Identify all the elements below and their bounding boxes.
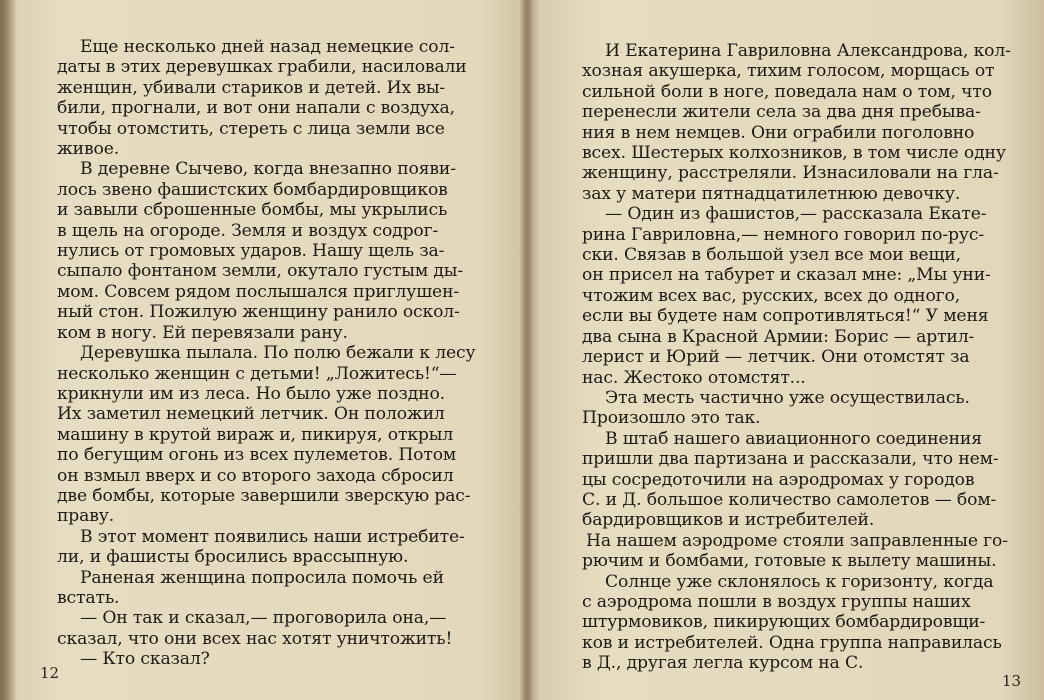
text-line: две бомбы, которые завершили зверскую рас- xyxy=(57,485,471,506)
text-line: он присел на табурет и сказал мне: „Мы уни- xyxy=(582,265,991,286)
left-paragraph-7 xyxy=(57,649,494,669)
text-line: лось звено фашистских бомбардировщиков xyxy=(57,179,448,200)
text-line: женщин, убивали стариков и детей. Их вы- xyxy=(57,77,446,98)
text-line: — Кто сказал? xyxy=(80,649,210,670)
text-line: сильной боли в ноге, поведала нам о том, что xyxy=(582,81,992,102)
text-line: нулись от громовых ударов. Нашу щель за- xyxy=(57,241,445,262)
text-line: лерист и Юрий — летчик. Они отомстят за xyxy=(582,347,970,368)
text-line: крикнули им из леса. Но было уже поздно. xyxy=(57,383,445,404)
text-line: сыпало фонтаном земли, окутало густым ды- xyxy=(57,261,463,282)
text-line: Эта месть частично уже осуществилась. xyxy=(605,387,970,408)
text-line: живое. xyxy=(57,139,120,160)
text-line: ли, и фашисты бросились врассыпную. xyxy=(57,547,409,568)
text-line: чтобы отомстить, стереть с лица земли все xyxy=(57,118,445,139)
left-paragraph-6 xyxy=(57,608,494,649)
text-line: Солнце уже склонялось к горизонту, когда xyxy=(605,571,994,592)
text-line: он взмыл вверх и со второго захода сбросил xyxy=(57,465,454,486)
text-line: ком в ногу. Ей перевязали рану. xyxy=(57,322,348,343)
text-line: Их заметил немецкий летчик. Он положил xyxy=(57,404,445,425)
text-line: в Д., другая легла курсом на С. xyxy=(582,653,864,674)
text-line: если вы будете нам сопротивляться!“ У меня xyxy=(582,306,989,327)
text-line: машину в крутой вираж и, пикируя, открыл xyxy=(57,424,454,445)
text-line: мом. Совсем рядом послышался приглушен- xyxy=(57,281,460,302)
right-paragraph-5 xyxy=(582,531,1012,572)
text-line: два сына в Красной Армии: Борис — артил- xyxy=(582,326,975,347)
text-line: праву. xyxy=(57,506,115,527)
text-line: женщину, расстреляли. Изнасиловали на гла- xyxy=(582,163,999,184)
text-line: ков и истребителей. Одна группа направилась xyxy=(582,632,1002,653)
text-line: цы сосредоточили на аэродромах у городов xyxy=(582,469,975,490)
text-line: Раненая женщина попросила помочь ей xyxy=(80,567,444,588)
text-line: всех. Шестерых колхозников, в том числе одну xyxy=(582,143,1006,164)
page-number-left: 12 xyxy=(40,664,60,682)
right-page-text xyxy=(582,41,1012,674)
right-paragraph-4 xyxy=(582,429,1012,531)
text-line: — Он так и сказал,— проговорила она,— xyxy=(80,608,447,629)
text-line: с аэродрома пошли в воздух группы наших xyxy=(582,591,971,612)
text-line: В штаб нашего авиационного соединения xyxy=(605,428,982,449)
left-paragraph-5 xyxy=(57,568,494,609)
text-line: ски. Связав в большой узел все мои вещи, xyxy=(582,245,961,266)
text-line: по бегущим огонь из всех пулеметов. Потом xyxy=(57,445,457,466)
text-line: бардировщиков и истребителей. xyxy=(582,510,875,531)
text-line: — Один из фашистов,— рассказала Екате- xyxy=(605,204,987,225)
text-line: рючим и бомбами, готовые к вылету машины. xyxy=(582,551,997,572)
text-line: штурмовиков, пикирующих бомбардировщи- xyxy=(582,612,986,633)
right-paragraph-1 xyxy=(582,41,1012,204)
text-line: в щель на огороде. Земля и воздух содрог- xyxy=(57,220,439,241)
text-line: Произошло это так. xyxy=(582,408,761,429)
text-line: С. и Д. большое количество самолетов — бом- xyxy=(582,489,997,510)
text-line: ный стон. Пожилую женщину ранило оскол- xyxy=(57,302,460,323)
text-line: Еще несколько дней назад немецкие сол- xyxy=(80,37,455,57)
text-line: хозная акушерка, тихим голосом, морщась от xyxy=(582,61,995,82)
text-line: чтожим всех вас, русских, всех до одного, xyxy=(582,285,961,306)
text-line: даты в этих деревушках грабили, насиловали xyxy=(57,57,467,78)
text-line: В этот момент появились наши истребите- xyxy=(80,526,465,547)
left-paragraph-1 xyxy=(57,37,494,159)
text-line: сказал, что они всех нас хотят уничтожить! xyxy=(57,628,453,649)
text-line: И Екатерина Гавриловна Александрова, кол- xyxy=(605,41,1011,61)
text-line: В деревне Сычево, когда внезапно появи- xyxy=(80,159,456,180)
text-line: На нашем аэродроме стояли заправленные го- xyxy=(586,530,1008,551)
right-paragraph-3 xyxy=(582,388,1012,429)
text-line: рина Гавриловна,— немного говорил по-рус- xyxy=(582,224,984,245)
text-line: несколько женщин с детьми! „Ложитесь!“— xyxy=(57,363,457,384)
text-line: встать. xyxy=(57,587,120,608)
text-line: перенесли жители села за два дня пребыва- xyxy=(582,102,981,123)
text-line: зах у матери пятнадцатилетнюю девочку. xyxy=(582,183,961,204)
right-page xyxy=(528,0,1044,700)
text-line: нас. Жестоко отомстят... xyxy=(582,367,806,388)
right-paragraph-6 xyxy=(582,572,1012,674)
right-paragraph-2 xyxy=(582,204,1012,388)
left-page-text xyxy=(57,37,494,670)
page-number-right: 13 xyxy=(1002,672,1022,690)
text-line: и завыли сброшенные бомбы, мы укрылись xyxy=(57,200,448,221)
text-line: били, прогнали, и вот они напали с воздуха, xyxy=(57,98,455,119)
text-line: пришли два партизана и рассказали, что нем- xyxy=(582,449,999,470)
left-paragraph-2 xyxy=(57,159,494,343)
left-paragraph-4 xyxy=(57,527,494,568)
left-paragraph-3 xyxy=(57,343,494,527)
text-line: Деревушка пылала. По полю бежали к лесу xyxy=(80,343,476,364)
text-line: ния в нем немцев. Они ограбили поголовно xyxy=(582,122,975,143)
